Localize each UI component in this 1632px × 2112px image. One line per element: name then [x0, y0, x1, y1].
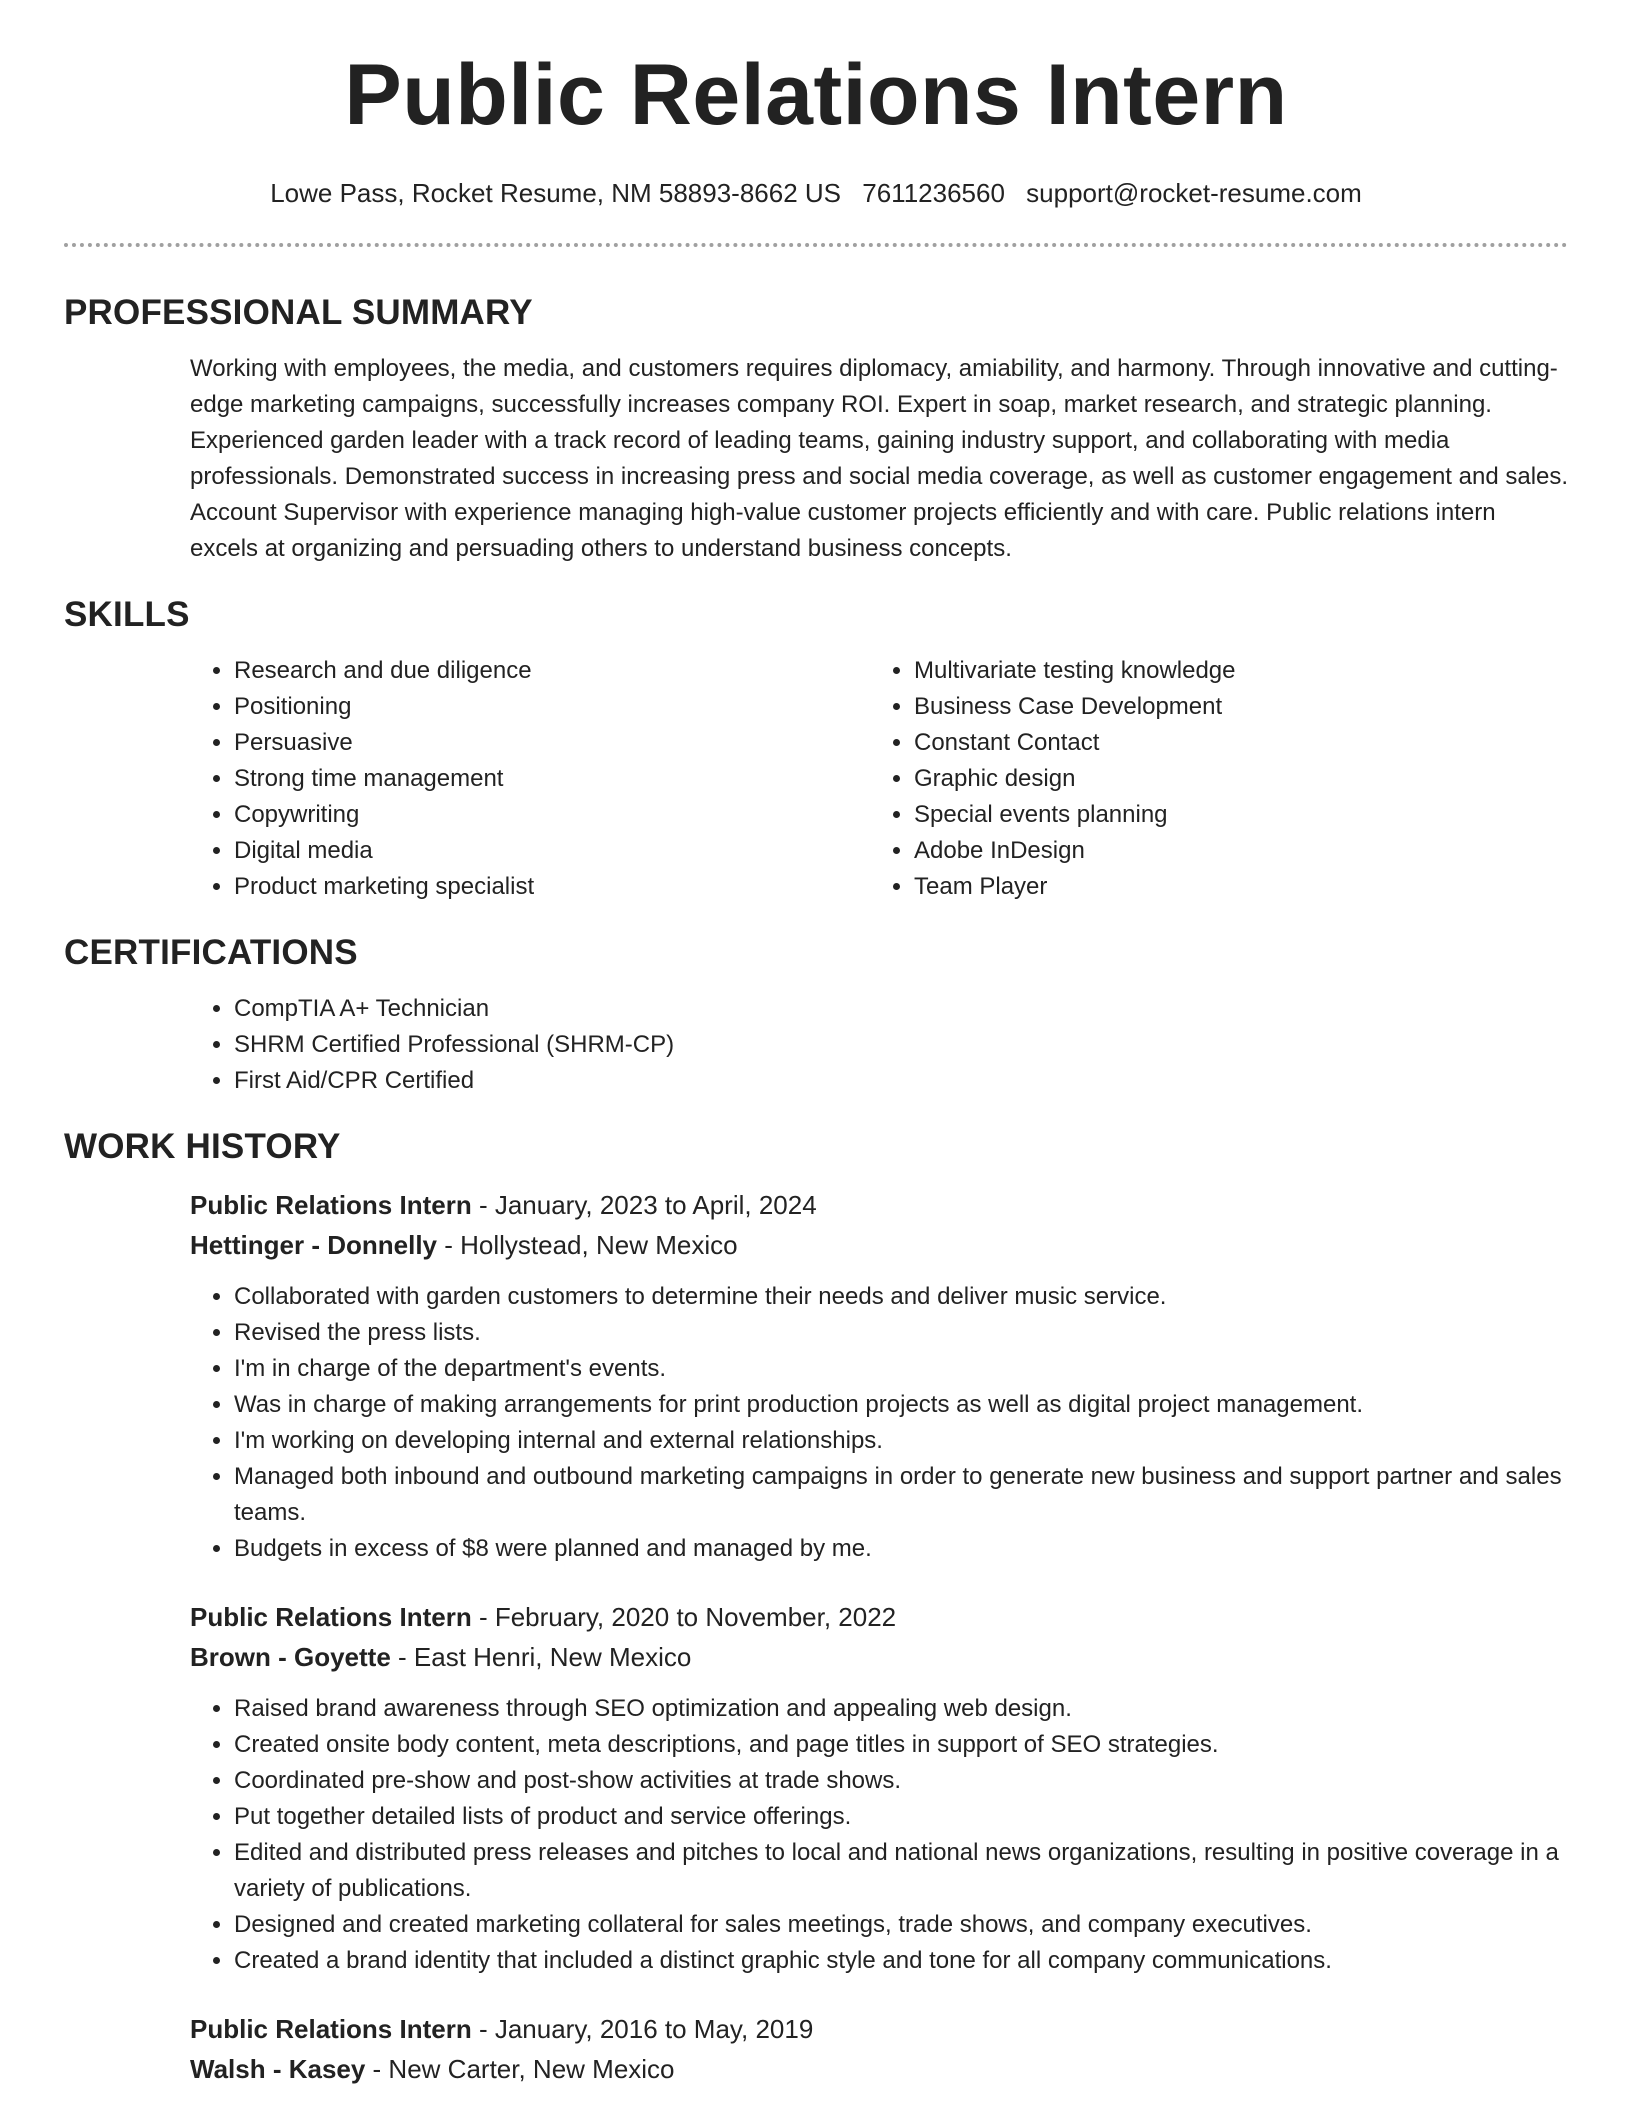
job-entry	[0, 1597, 1632, 1979]
summary-heading: PROFESSIONAL SUMMARY	[64, 293, 533, 332]
list-item: • Graphic design	[914, 761, 1236, 797]
contact-email: support@rocket-resume.com	[1026, 178, 1362, 208]
job-duties-list	[0, 1279, 1632, 1567]
list-item: • Created a brand identity that included a distinct graphic style and tone for all company communications.	[234, 1943, 1572, 1979]
job-title: Public Relations Intern	[190, 1602, 472, 1632]
list-item: • Special events planning	[914, 797, 1236, 833]
list-item: • SHRM Certified Professional (SHRM-CP)	[234, 1027, 1572, 1063]
list-item: • Created onsite body content, meta descriptions, and page titles in support of SEO strategies.	[234, 1727, 1572, 1763]
list-item: • Budgets in excess of $8 were planned and managed by me.	[234, 1531, 1572, 1567]
list-item: • Raised brand awareness through SEO optimization and appealing web design.	[234, 1691, 1572, 1727]
job-company: Hettinger - Donnelly	[190, 1230, 438, 1260]
skills-list-right	[914, 653, 1236, 905]
list-item: • Edited and distributed press releases and pitches to local and national news organizations, resulting in positive coverage in a variety of publications.	[234, 1835, 1572, 1907]
job-company-line	[0, 1225, 1632, 1265]
job-location: - Hollystead, New Mexico	[437, 1230, 738, 1260]
list-item: • Product marketing specialist	[234, 869, 914, 905]
job-company: Walsh - Kasey	[190, 2054, 366, 2084]
list-item: • Constant Contact	[914, 725, 1236, 761]
list-item: • Digital media	[234, 833, 914, 869]
contact-address: Lowe Pass, Rocket Resume, NM 58893-8662 US	[270, 178, 842, 208]
job-title-line	[0, 1185, 1632, 1225]
contact-line	[0, 178, 1632, 209]
list-item: • First Aid/CPR Certified	[234, 1063, 1572, 1099]
job-company-line	[0, 1637, 1632, 1677]
job-dates: - January, 2023 to April, 2024	[471, 1190, 817, 1220]
list-item: • Managed both inbound and outbound marketing campaigns in order to generate new business and support partner and sales teams.	[234, 1459, 1572, 1531]
list-item: • Team Player	[914, 869, 1236, 905]
skills-list-left	[234, 653, 914, 905]
work-history-heading: WORK HISTORY	[64, 1127, 341, 1166]
job-entry	[0, 1185, 1632, 1567]
list-item: • Collaborated with garden customers to determine their needs and deliver music service.	[234, 1279, 1572, 1315]
job-location: - New Carter, New Mexico	[365, 2054, 675, 2084]
job-title: Public Relations Intern	[190, 1190, 472, 1220]
job-title-line	[0, 2009, 1632, 2049]
job-dates: - February, 2020 to November, 2022	[471, 1602, 897, 1632]
job-entry	[0, 2009, 1632, 2089]
resume-name: Public Relations Intern	[344, 47, 1288, 143]
list-item: • Coordinated pre-show and post-show activities at trade shows.	[234, 1763, 1572, 1799]
list-item: • Strong time management	[234, 761, 914, 797]
list-item: • CompTIA A+ Technician	[234, 991, 1572, 1027]
summary-text: Working with employees, the media, and customers requires diplomacy, amiability, and harmony. Through innovative and cutting-edge marketing campaigns, successfully increases company ROI. Expert in soap, market research, and strategic planning. Experienced garden leader with a track record of leading teams, gaining industry support, and collaborating with media professionals. Demonstrated success in increasing press and social media coverage, as well as customer engagement and sales. Account Supervisor with experience managing high-value customer projects efficiently and with care. Public relations intern excels at organizing and persuading others to understand business concepts.	[190, 355, 1569, 562]
list-item: • Business Case Development	[914, 689, 1236, 725]
skills-heading: SKILLS	[64, 595, 190, 634]
job-company-line	[0, 2049, 1632, 2089]
skills-section	[0, 595, 1632, 905]
list-item: • Adobe InDesign	[914, 833, 1236, 869]
list-item: • I'm working on developing internal and external relationships.	[234, 1423, 1572, 1459]
list-item: • Persuasive	[234, 725, 914, 761]
job-dates: - January, 2016 to May, 2019	[471, 2014, 814, 2044]
skills-columns	[0, 653, 1632, 905]
job-location: - East Henri, New Mexico	[390, 1642, 692, 1672]
list-item: • Positioning	[234, 689, 914, 725]
list-item: • Designed and created marketing collateral for sales meetings, trade shows, and company executives.	[234, 1907, 1572, 1943]
summary-section	[0, 293, 1632, 567]
certifications-section	[0, 933, 1632, 1099]
certifications-list	[0, 991, 1632, 1099]
list-item: • Copywriting	[234, 797, 914, 833]
header-divider	[64, 243, 1568, 247]
resume-header	[0, 0, 1632, 209]
list-item: • Put together detailed lists of product and service offerings.	[234, 1799, 1572, 1835]
list-item: • Revised the press lists.	[234, 1315, 1572, 1351]
list-item: • Was in charge of making arrangements for print production projects as well as digital project management.	[234, 1387, 1572, 1423]
work-history-section	[0, 1127, 1632, 2089]
certifications-heading: CERTIFICATIONS	[64, 933, 358, 972]
list-item: • Multivariate testing knowledge	[914, 653, 1236, 689]
job-duties-list	[0, 1691, 1632, 1979]
job-title: Public Relations Intern	[190, 2014, 472, 2044]
list-item: • I'm in charge of the department's events.	[234, 1351, 1572, 1387]
job-title-line	[0, 1597, 1632, 1637]
contact-phone: 7611236560	[862, 178, 1005, 208]
list-item: • Research and due diligence	[234, 653, 914, 689]
job-company: Brown - Goyette	[190, 1642, 391, 1672]
